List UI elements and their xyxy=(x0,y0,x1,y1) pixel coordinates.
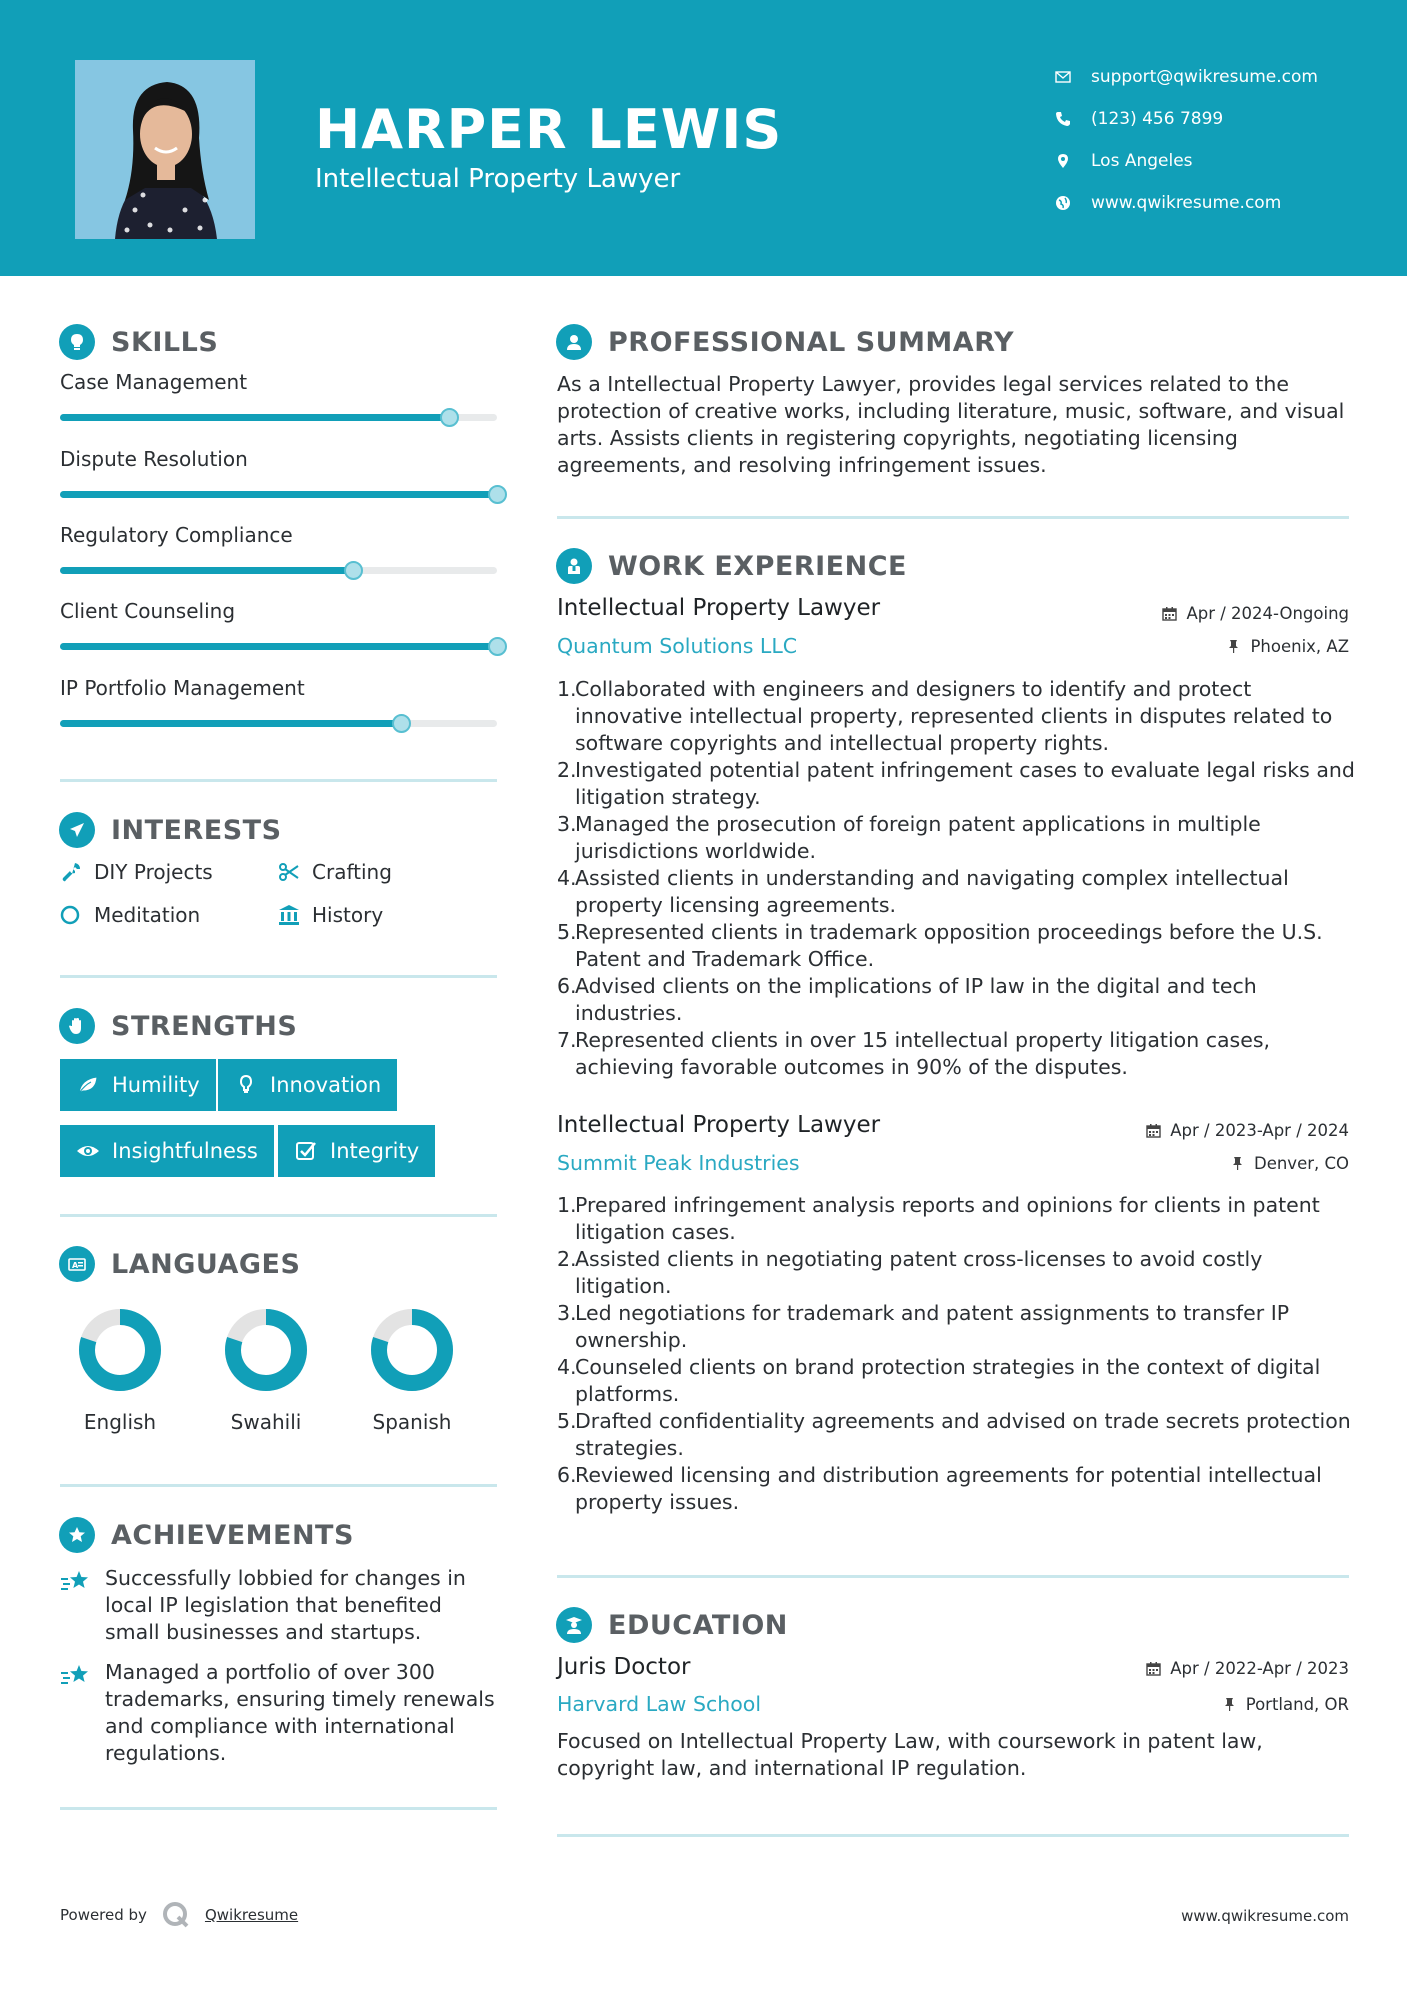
language-icon xyxy=(59,1246,95,1282)
language-item xyxy=(206,1306,326,1434)
contact-email-text: support@qwikresume.com xyxy=(1091,67,1318,87)
job-bullet: 5. Represented clients in trademark opposition proceedings before the U.S. Patent and Trademark Office. xyxy=(557,919,1357,973)
contact-phone-text: (123) 456 7899 xyxy=(1091,109,1224,129)
user-icon xyxy=(556,324,592,360)
wrench-icon xyxy=(60,861,94,883)
leaf-icon xyxy=(76,1073,100,1097)
job-location-text: Denver, CO xyxy=(1253,1154,1349,1173)
skill-label: Regulatory Compliance xyxy=(60,523,293,547)
eye-icon xyxy=(76,1139,100,1163)
pushpin-icon xyxy=(1222,1697,1237,1712)
language-donut xyxy=(222,1306,310,1394)
skills-title: SKILLS xyxy=(111,326,219,358)
profile-photo xyxy=(75,60,255,239)
calendar-icon xyxy=(1146,1123,1161,1138)
skill-bar-fill xyxy=(60,567,353,574)
envelope-icon xyxy=(1055,69,1091,85)
lightbulb-icon xyxy=(59,324,95,360)
language-item xyxy=(352,1306,472,1434)
skill-bar-knob xyxy=(392,714,411,733)
interest-item xyxy=(60,903,200,927)
job-bullet: 6. Advised clients on the implications of IP law in the digital and tech industries. xyxy=(557,973,1357,1027)
job-bullets xyxy=(557,1192,1357,1516)
pushpin-icon xyxy=(1230,1156,1245,1171)
contact-location-text: Los Angeles xyxy=(1091,151,1193,171)
graduate-icon xyxy=(556,1607,592,1643)
contact-website[interactable] xyxy=(1055,182,1318,224)
skill-label: Dispute Resolution xyxy=(60,447,248,471)
skill-item xyxy=(60,523,497,574)
strength-tag xyxy=(60,1125,274,1177)
briefcase-user-icon xyxy=(556,548,592,584)
summary-title: PROFESSIONAL SUMMARY xyxy=(608,326,1015,358)
job-bullet: 2. Investigated potential patent infringement cases to evaluate legal risks and litigation strategy. xyxy=(557,757,1357,811)
skills-heading xyxy=(59,324,218,360)
education-description: Focused on Intellectual Property Law, with coursework in patent law, copyright law, and international IP regulation. xyxy=(557,1729,1263,1780)
job-bullet: 5. Drafted confidentiality agreements and advised on trade secrets protection strategies. xyxy=(557,1408,1357,1462)
job-bullet-text: Counseled clients on brand protection strategies in the context of digital platforms. xyxy=(575,1355,1321,1406)
skill-bar-fill xyxy=(60,414,449,421)
interests-title: INTERESTS xyxy=(111,814,282,846)
job-bullet-text: Reviewed licensing and distribution agreements for potential intellectual property issues. xyxy=(575,1463,1322,1514)
job-bullet-text: Prepared infringement analysis reports and opinions for clients in patent litigation cases. xyxy=(575,1193,1320,1244)
job-bullet: 4. Counseled clients on brand protection strategies in the context of digital platforms. xyxy=(557,1354,1357,1408)
skill-bar xyxy=(60,567,497,574)
skill-item xyxy=(60,370,497,421)
strength-label: Humility xyxy=(112,1073,200,1097)
lightbulb-icon xyxy=(234,1073,258,1097)
strength-tag xyxy=(218,1059,397,1111)
skill-label: IP Portfolio Management xyxy=(60,676,305,700)
interest-item xyxy=(60,860,213,884)
job-bullet-text: Collaborated with engineers and designers to identify and protect innovative intellectual property, represented clients in disputes related to software copyrights and intellectual property rights. xyxy=(575,677,1333,755)
job-bullet: 3. Managed the prosecution of foreign patent applications in multiple jurisdictions worldwide. xyxy=(557,811,1357,865)
skill-item xyxy=(60,599,497,650)
skill-bar xyxy=(60,491,497,498)
interest-label: DIY Projects xyxy=(94,860,213,884)
section-divider xyxy=(60,1214,497,1217)
summary-text: As a Intellectual Property Lawyer, provides legal services related to the protection of creative works, including literature, music, software, and visual arts. Assists clients in registering copyrights, negotiating licensing agreements, and resolving infringement issues. xyxy=(557,372,1345,477)
job-bullet-text: Led negotiations for trademark and patent assignments to transfer IP ownership. xyxy=(575,1301,1290,1352)
skill-bar-fill xyxy=(60,643,497,650)
achievements-heading xyxy=(59,1517,354,1553)
strengths-title: STRENGTHS xyxy=(111,1010,298,1042)
strengths-heading xyxy=(59,1008,297,1044)
brand-link[interactable]: Qwikresume xyxy=(204,1906,299,1924)
job-dates xyxy=(1162,604,1349,623)
contact-website-text: www.qwikresume.com xyxy=(1091,193,1282,213)
section-divider xyxy=(60,1484,497,1487)
shooting-star-icon xyxy=(60,1659,105,1767)
achievement-text: Successfully lobbied for changes in local IP legislation that benefited small businesses and startups. xyxy=(105,1566,466,1644)
job-bullet-text: Drafted confidentiality agreements and advised on trade secrets protection strategies. xyxy=(575,1409,1351,1460)
job-bullet: 1. Prepared infringement analysis reports and opinions for clients in patent litigation cases. xyxy=(557,1192,1357,1246)
job-company: Quantum Solutions LLC xyxy=(557,634,798,658)
strength-label: Integrity xyxy=(330,1139,420,1163)
job-location-text: Phoenix, AZ xyxy=(1250,637,1349,656)
pushpin-icon xyxy=(1226,639,1241,654)
skill-bar xyxy=(60,643,497,650)
job-dates-text: Apr / 2024-Ongoing xyxy=(1186,604,1349,623)
job-bullet: 7. Represented clients in over 15 intellectual property litigation cases, achieving favorable outcomes in 90% of the disputes. xyxy=(557,1027,1357,1081)
education-dates-text: Apr / 2022-Apr / 2023 xyxy=(1170,1659,1349,1678)
section-divider xyxy=(60,975,497,978)
job-bullet-text: Represented clients in over 15 intellectual property litigation cases, achieving favorable outcomes in 90% of the disputes. xyxy=(575,1028,1271,1079)
contact-email[interactable] xyxy=(1055,56,1318,98)
job-bullet-text: Assisted clients in understanding and navigating complex intellectual property licensing agreements. xyxy=(575,866,1289,917)
interest-label: Meditation xyxy=(94,903,201,927)
skill-bar-knob xyxy=(488,637,507,656)
strength-label: Insightfulness xyxy=(112,1139,258,1163)
education-dates xyxy=(1146,1659,1349,1678)
job-bullet-text: Advised clients on the implications of IP law in the digital and tech industries. xyxy=(575,974,1257,1025)
achievement-item xyxy=(60,1565,500,1646)
job-bullet: 4. Assisted clients in understanding and navigating complex intellectual property licensing agreements. xyxy=(557,865,1357,919)
job-bullet: 2. Assisted clients in negotiating patent cross-licenses to avoid costly litigation. xyxy=(557,1246,1357,1300)
language-donut xyxy=(368,1306,456,1394)
skill-bar-fill xyxy=(60,720,401,727)
checkbox-icon xyxy=(294,1139,318,1163)
skill-bar-knob xyxy=(488,485,507,504)
skill-bar-fill xyxy=(60,491,497,498)
job-bullet: 6. Reviewed licensing and distribution agreements for potential intellectual property issues. xyxy=(557,1462,1357,1516)
summary-heading xyxy=(556,324,1014,360)
job-bullet-text: Represented clients in trademark opposition proceedings before the U.S. Patent and Trademark Office. xyxy=(575,920,1323,971)
interests-heading xyxy=(59,812,282,848)
job-location xyxy=(1230,1154,1349,1173)
star-badge-icon xyxy=(59,1517,95,1553)
job-title: Intellectual Property Lawyer xyxy=(557,595,881,621)
experience-heading xyxy=(556,548,907,584)
phone-icon xyxy=(1055,111,1091,127)
job-bullet-text: Managed the prosecution of foreign patent applications in multiple jurisdictions worldwide. xyxy=(575,812,1261,863)
scissors-icon xyxy=(278,861,312,883)
skill-bar xyxy=(60,414,497,421)
resume-header xyxy=(0,0,1407,276)
footer-powered-by xyxy=(60,1900,298,1930)
job-dates-text: Apr / 2023-Apr / 2024 xyxy=(1170,1121,1349,1140)
education-title: EDUCATION xyxy=(608,1609,788,1641)
experience-title: WORK EXPERIENCE xyxy=(608,550,907,582)
globe-icon xyxy=(1055,195,1091,211)
map-pin-icon xyxy=(1055,153,1091,169)
strength-label: Innovation xyxy=(270,1073,382,1097)
interest-item xyxy=(278,903,383,927)
education-degree: Juris Doctor xyxy=(557,1654,691,1680)
language-item xyxy=(60,1306,180,1434)
calendar-icon xyxy=(1162,606,1177,621)
candidate-title: Intellectual Property Lawyer xyxy=(315,164,681,194)
shooting-star-icon xyxy=(60,1565,105,1646)
education-location xyxy=(1222,1695,1349,1714)
job-company: Summit Peak Industries xyxy=(557,1151,800,1175)
education-school: Harvard Law School xyxy=(557,1692,762,1716)
achievements-title: ACHIEVEMENTS xyxy=(111,1519,354,1551)
language-label: Swahili xyxy=(230,1410,302,1434)
hand-icon xyxy=(59,1008,95,1044)
candidate-name: HARPER LEWIS xyxy=(315,98,783,161)
paper-plane-icon xyxy=(59,812,95,848)
job-bullet-text: Investigated potential patent infringement cases to evaluate legal risks and litigation strategy. xyxy=(575,758,1355,809)
job-title: Intellectual Property Lawyer xyxy=(557,1112,881,1138)
section-divider xyxy=(557,1575,1349,1578)
strength-tag xyxy=(60,1059,216,1111)
circle-icon xyxy=(60,904,94,926)
language-label: Spanish xyxy=(372,1410,452,1434)
interest-item xyxy=(278,860,392,884)
language-donut xyxy=(76,1306,164,1394)
skill-bar-knob xyxy=(440,408,459,427)
section-divider xyxy=(557,1834,1349,1837)
job-location xyxy=(1226,637,1349,656)
section-divider xyxy=(60,1807,497,1810)
svg-text:A: A xyxy=(72,1261,79,1270)
contact-block xyxy=(1055,56,1318,224)
interest-label: History xyxy=(312,903,384,927)
strength-tag xyxy=(278,1125,435,1177)
skill-label: Client Counseling xyxy=(60,599,236,623)
languages-title: LANGUAGES xyxy=(111,1248,301,1280)
skill-label: Case Management xyxy=(60,370,248,394)
education-heading xyxy=(556,1607,788,1643)
languages-heading xyxy=(59,1246,300,1282)
job-bullet: 3. Led negotiations for trademark and patent assignments to transfer IP ownership. xyxy=(557,1300,1357,1354)
calendar-icon xyxy=(1146,1661,1161,1676)
section-divider xyxy=(60,779,497,782)
achievement-text: Managed a portfolio of over 300 trademarks, ensuring timely renewals and compliance with international regulations. xyxy=(105,1660,495,1765)
job-dates xyxy=(1146,1121,1349,1140)
achievement-item xyxy=(60,1659,500,1767)
job-bullets xyxy=(557,676,1357,1081)
museum-icon xyxy=(278,904,312,926)
education-location-text: Portland, OR xyxy=(1245,1695,1349,1714)
section-divider xyxy=(557,516,1349,519)
powered-by-label: Powered by xyxy=(60,1906,147,1924)
skill-item xyxy=(60,676,497,727)
job-bullet-text: Assisted clients in negotiating patent cross-licenses to avoid costly litigation. xyxy=(575,1247,1263,1298)
qwikresume-logo-icon xyxy=(161,1900,191,1930)
contact-phone[interactable] xyxy=(1055,98,1318,140)
interest-label: Crafting xyxy=(312,860,392,884)
language-label: English xyxy=(83,1410,157,1434)
footer-website[interactable]: www.qwikresume.com xyxy=(1181,1907,1349,1925)
contact-location xyxy=(1055,140,1318,182)
skill-item xyxy=(60,447,497,498)
job-bullet: 1. Collaborated with engineers and designers to identify and protect innovative intellectual property, represented clients in disputes related to software copyrights and intellectual property rights. xyxy=(557,676,1357,757)
skill-bar-knob xyxy=(344,561,363,580)
skill-bar xyxy=(60,720,497,727)
